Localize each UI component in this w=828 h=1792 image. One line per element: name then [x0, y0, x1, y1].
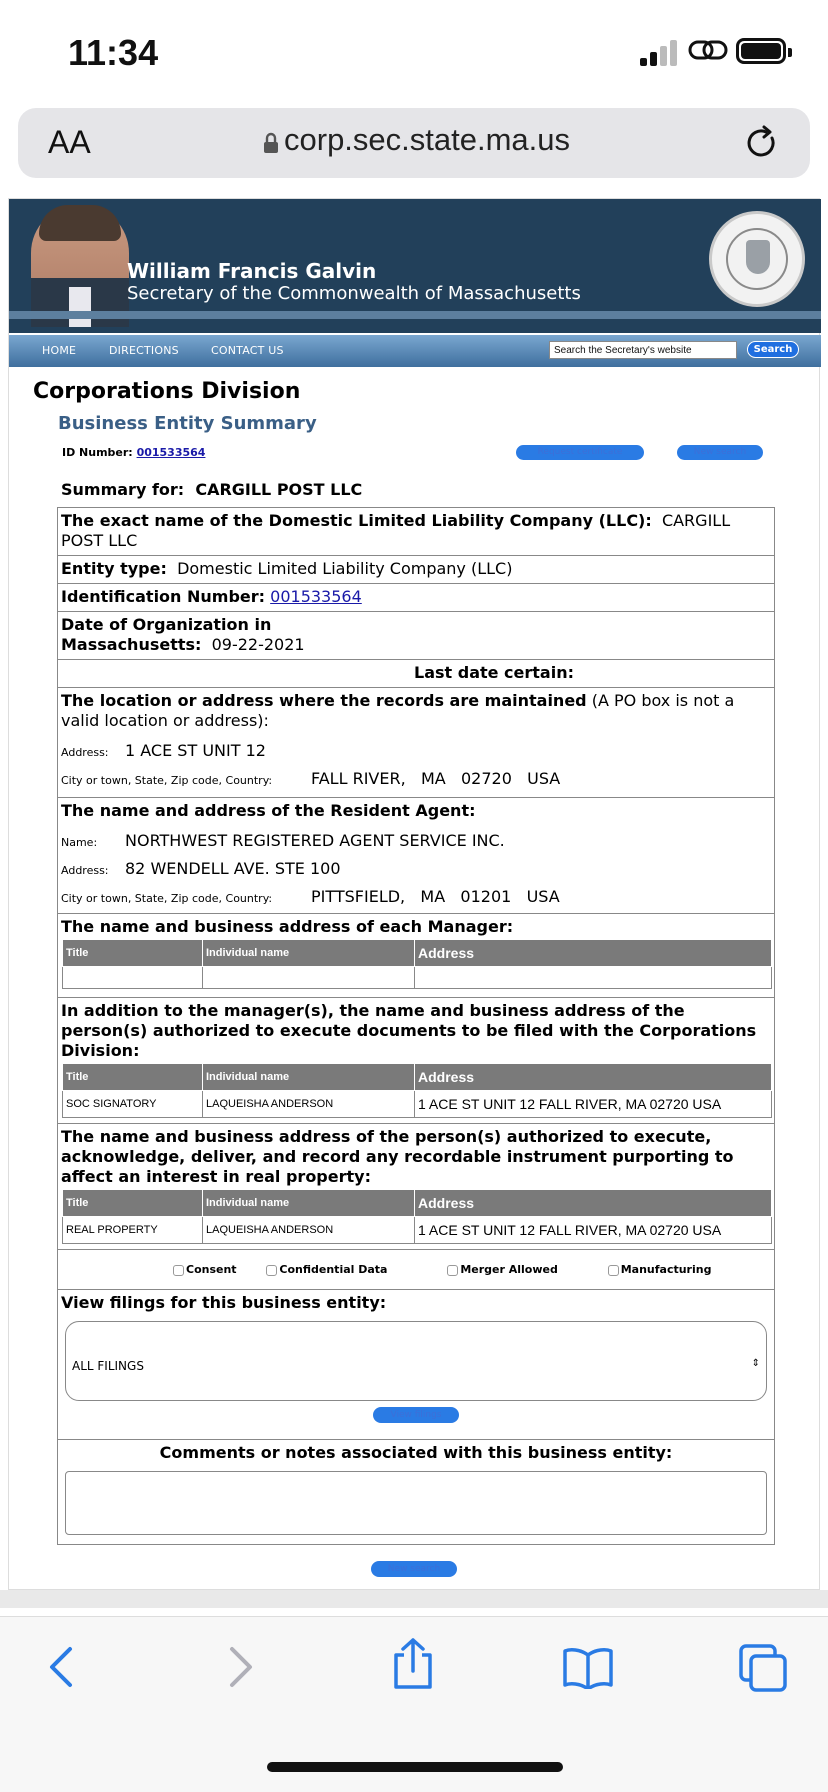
authorized-persons-row: In addition to the manager(s), the name and business address of the person(s) authorized to execute documents to be filed with the Corporations Division: Title Individual name Address SOC SIGNATORY LAQUEISHA ANDERSON 1 ACE ST UNIT 12 FALL RIVER, MA 02720 USA	[58, 998, 774, 1124]
battery-icon	[736, 38, 786, 64]
forward-icon[interactable]	[222, 1645, 258, 1689]
real-property-table: Title Individual name Address REAL PROPERTY LAQUEISHA ANDERSON 1 ACE ST UNIT 12 FALL RIVER, MA 02720 USA	[62, 1189, 772, 1244]
hotspot-icon	[688, 36, 728, 66]
site-nav	[9, 335, 821, 367]
filings-select[interactable]: ALL FILINGS ⇕	[65, 1321, 767, 1401]
reader-options-button[interactable]: AA	[48, 124, 91, 160]
last-date-certain-row: Last date certain:	[58, 660, 774, 688]
bookmarks-icon[interactable]	[562, 1647, 614, 1689]
managers-row: The name and business address of each Manager: Title Individual name Address	[58, 914, 774, 998]
site-search-input[interactable]	[549, 341, 737, 359]
secretary-portrait	[31, 205, 129, 327]
comments-row: Comments or notes associated with this business entity:	[58, 1440, 774, 1544]
share-icon[interactable]	[390, 1637, 436, 1691]
confidential-data-checkbox[interactable]: Confidential Data	[266, 1263, 387, 1276]
comments-textarea[interactable]	[65, 1471, 767, 1535]
select-arrows-icon: ⇕	[751, 1358, 760, 1369]
entity-type-row: Entity type: Domestic Limited Liability Company (LLC)	[58, 556, 774, 584]
manufacturing-checkbox[interactable]: Manufacturing	[608, 1263, 712, 1276]
entity-summary-table	[57, 507, 775, 1545]
authorized-persons-table: Title Individual name Address SOC SIGNATORY LAQUEISHA ANDERSON 1 ACE ST UNIT 12 FALL RIVER, MA 02720 USA	[62, 1063, 772, 1118]
nav-contact-us[interactable]: CONTACT US	[211, 344, 284, 357]
lock-icon	[263, 132, 279, 154]
table-row: REAL PROPERTY LAQUEISHA ANDERSON 1 ACE ST UNIT 12 FALL RIVER, MA 02720 USA	[63, 1217, 772, 1244]
signal-icon	[640, 38, 680, 66]
section-title: Business Entity Summary	[58, 413, 317, 434]
flags-row	[58, 1250, 774, 1290]
table-row: SOC SIGNATORY LAQUEISHA ANDERSON 1 ACE ST UNIT 12 FALL RIVER, MA 02720 USA	[63, 1091, 772, 1118]
secretary-name: William Francis Galvin	[127, 259, 377, 283]
home-indicator	[267, 1762, 563, 1772]
site-search-button[interactable]: Search	[747, 341, 799, 358]
identification-number-row: Identification Number: 001533564	[58, 584, 774, 612]
request-certificate-button[interactable]: Request certificate	[516, 445, 644, 460]
summary-for: Summary for: CARGILL POST LLC	[61, 480, 363, 499]
page-title: Corporations Division	[33, 379, 301, 404]
tabs-icon[interactable]	[738, 1643, 788, 1693]
web-page	[8, 198, 820, 1590]
managers-table: Title Individual name Address	[62, 939, 772, 989]
table-row	[63, 967, 772, 989]
resident-agent-row: The name and address of the Resident Agent: Name: NORTHWEST REGISTERED AGENT SERVICE INC. Address: 82 WENDELL AVE. STE 100 City or town, State, Zip code, Country: PITTSFIELD, MA 01201 USA	[58, 798, 774, 914]
view-filings-button[interactable]: View filings	[373, 1407, 459, 1423]
status-bar	[0, 0, 828, 100]
back-icon[interactable]	[44, 1645, 80, 1689]
view-filings-row: View filings for this business entity: ALL FILINGS ⇕ View filings	[58, 1290, 774, 1440]
consent-checkbox[interactable]: Consent	[173, 1263, 237, 1276]
real-property-row: The name and business address of the person(s) authorized to execute, acknowledge, deliver, and record any recordable instrument purporting to affect an interest in real property: Title Individual name Address REAL PROPERTY LAQUEISHA ANDERSON 1 ACE ST UNIT 12 FALL RIVER, MA 02720 USA	[58, 1124, 774, 1250]
clock: 11:34	[68, 32, 159, 73]
massachusetts-seal-icon	[709, 211, 805, 307]
url-text[interactable]: corp.sec.state.ma.us	[284, 122, 571, 157]
records-location-row: The location or address where the records are maintained (A PO box is not a valid location or address): Address: 1 ACE ST UNIT 12 City or town, State, Zip code, Country: FALL RIVER, MA 02720 USA	[58, 688, 774, 798]
identification-number-link[interactable]: 001533564	[270, 587, 362, 606]
site-banner	[9, 199, 821, 333]
exact-name-row: The exact name of the Domestic Limited Liability Company (LLC): CARGILL POST LLC	[58, 508, 774, 556]
address-bar[interactable]	[18, 108, 810, 178]
nav-home[interactable]: HOME	[42, 344, 77, 357]
new-search-button[interactable]: New search	[371, 1561, 457, 1577]
id-number-link[interactable]: 001533564	[136, 446, 206, 459]
merger-allowed-checkbox[interactable]: Merger Allowed	[447, 1263, 558, 1276]
new-search-button-top[interactable]: New search	[677, 445, 763, 460]
date-of-organization-row: Date of Organization in Massachusetts: 09-22-2021	[58, 612, 774, 660]
nav-directions[interactable]: DIRECTIONS	[109, 344, 179, 357]
reload-icon[interactable]	[744, 124, 780, 162]
secretary-title: Secretary of the Commonwealth of Massachusetts	[127, 283, 581, 304]
id-number-line: ID Number: 001533564	[62, 446, 206, 459]
